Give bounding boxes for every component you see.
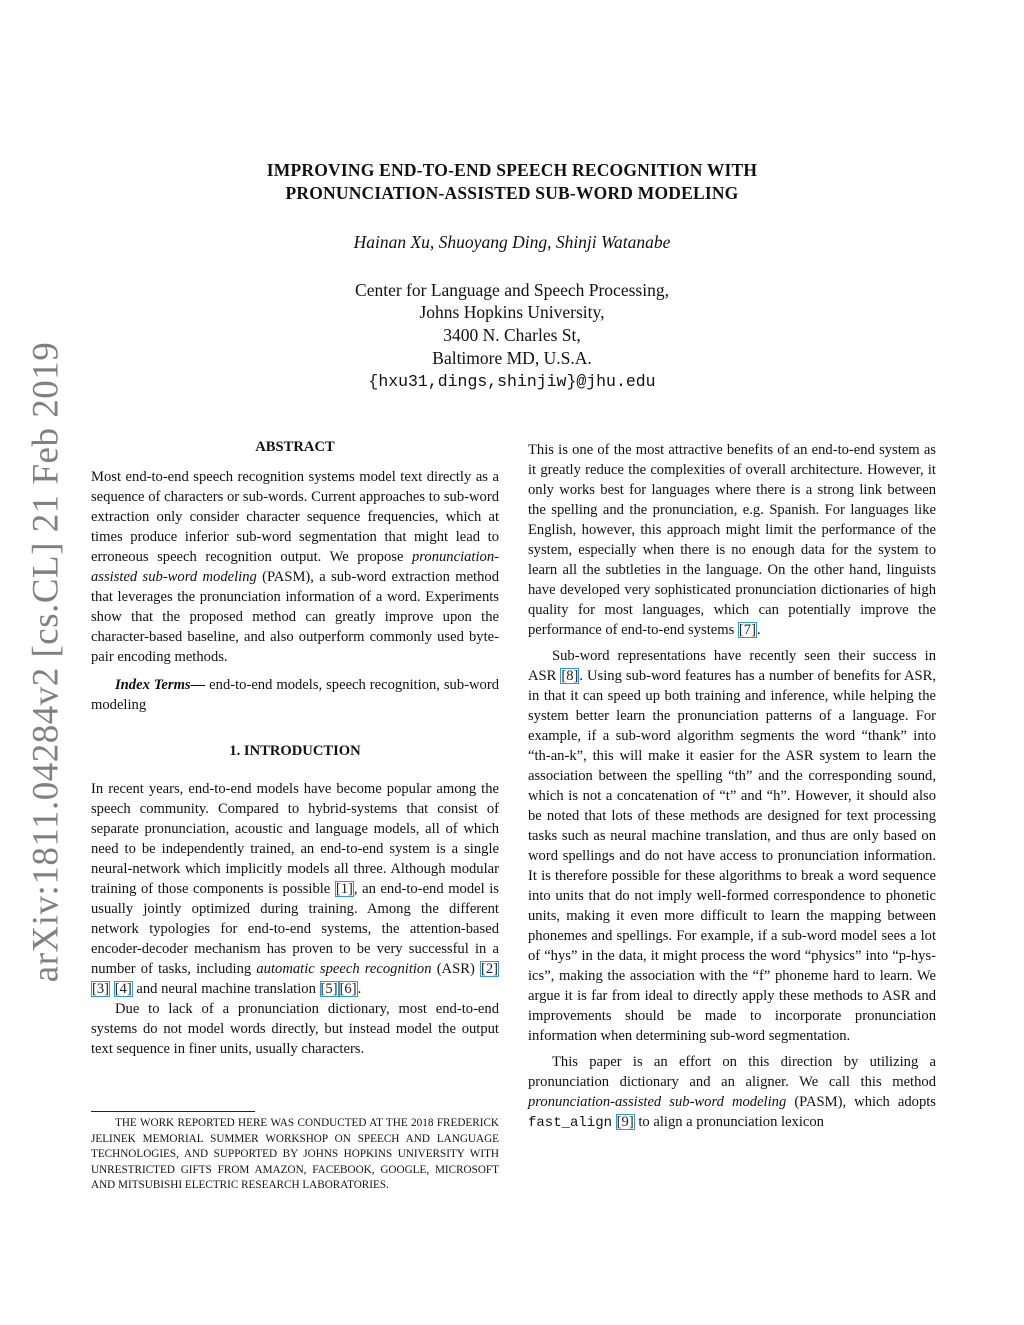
arxiv-identifier: arXiv:1811.04284v2 [cs.CL] 21 Feb 2019 bbox=[25, 341, 67, 983]
right-paragraph-3: This paper is an effort on this direction by utilizing a pronunciation dictionary and an aligner. We call this method pronunciation-assisted sub-word modeling (PASM), which adopts fast_align [9] to align a pronunciation lexicon bbox=[528, 1054, 936, 1131]
citation-link[interactable]: [4] bbox=[114, 981, 132, 997]
right-column bbox=[528, 440, 936, 1133]
affiliation-line-2: Johns Hopkins University, bbox=[419, 302, 605, 322]
citation-link[interactable]: [9] bbox=[616, 1114, 634, 1130]
code-fast-align: fast_align bbox=[528, 1115, 613, 1131]
citation-link[interactable]: [7] bbox=[738, 622, 756, 638]
footnote: THE WORK REPORTED HERE WAS CONDUCTED AT THE 2018 FREDERICK JELINEK MEMORIAL SUMMER WORKSHOP ON SPEECH AND LANGUAGE TECHNOLOGIES, AND SUPPORTED BY JOHNS HOPKINS UNIVERSITY WITH UNRESTRICTED GIFTS FROM AMAZON, FACEBOOK, GOOGLE, MICROSOFT AND MITSUBISHI ELECTRIC RESEARCH LABORATORIES. bbox=[91, 1117, 499, 1192]
paper-title-line-2: PRONUNCIATION-ASSISTED SUB-WORD MODELING bbox=[285, 183, 739, 203]
index-terms: Index Terms— end-to-end models, speech recognition, sub-word modeling bbox=[91, 677, 500, 713]
citation-link[interactable]: [2] bbox=[480, 961, 499, 977]
intro-paragraph-2: Due to lack of a pronunciation dictionary, most end-to-end systems do not model words directly, but instead model the output text sequence in finer units, usually characters. bbox=[91, 1001, 499, 1057]
citation-link[interactable]: [1] bbox=[335, 881, 353, 897]
left-column bbox=[91, 437, 499, 1059]
citation-link[interactable]: [3] bbox=[92, 981, 110, 997]
authors: Hainan Xu, Shuoyang Ding, Shinji Watanabe bbox=[353, 232, 671, 252]
citation-link[interactable]: [8] bbox=[561, 668, 579, 684]
paper-title-line-1: IMPROVING END-TO-END SPEECH RECOGNITION WITH bbox=[266, 160, 758, 180]
citation-link[interactable]: [6] bbox=[339, 981, 357, 997]
citation-link[interactable]: [5] bbox=[320, 981, 338, 997]
abstract-text: Most end-to-end speech recognition systems model text directly as a sequence of characters or sub-words. Current approaches to sub-word extraction only consider character sequence frequencies, which at times produce inferior sub-word segmentation that might lead to erroneous speech recognition output. We propose pronunciation-assisted sub-word modeling (PASM), a sub-word extraction method that leverages the pronunciation information of a word. Experiments show that the proposed method can greatly improve upon the character-based baseline, and also outperform commonly used byte-pair encoding methods. bbox=[91, 469, 499, 665]
affiliation-line-3: 3400 N. Charles St, bbox=[443, 325, 581, 345]
introduction-heading: 1. INTRODUCTION bbox=[229, 743, 361, 759]
right-paragraph-1: This is one of the most attractive benefits of an end-to-end system as it greatly reduce the complexities of overall architecture. However, it only works best for languages where there is a strong link between the spelling and the pronunciation, e.g. Spanish. For languages like English, however, this approach might limit the performance of the system, especially when there is no enough data for the system to learn all the subtleties in the language. On the other hand, linguists have developed very sophisticated pronunciation dictionaries of high quality for most languages, which can potentially improve the performance of end-to-end systems [7]. bbox=[528, 442, 936, 638]
affiliation-line-4: Baltimore MD, U.S.A. bbox=[432, 348, 592, 368]
right-paragraph-2: Sub-word representations have recently seen their success in ASR [8]. Using sub-word features has a number of benefits for ASR, in that it can speed up both training and inference, while helping the system better learn the pronunciation patterns of a language. For example, if a sub-word algorithm segments the word “thank” into “th-an-k”, this will make it easier for the ASR system to learn the association between the spelling “th” and the corresponding sound, which is not a concatenation of “t” and “h”. However, it should also be noted that lots of these methods are designed for text processing tasks such as neural machine translation, and thus are only based on word spellings and do not have access to pronunciation information. It is therefore possible for these algorithms to break a word sequence into units that do not imply well-formed correspondence to phonetic units, making it even more difficult to learn the mapping between phonemes and spellings. For example, if a sub-word model sees a lot of “hys” in the data, it might process the word “physics” into “p-hys-ics”, making the association with the “f” phoneme hard to learn. We argue it is far from ideal to directly apply these methods to ASR and improvements should be made to incorporate pronunciation information when determining sub-word segmentation. bbox=[528, 648, 936, 1044]
affiliation-line-1: Center for Language and Speech Processing, bbox=[355, 280, 669, 300]
footnote-rule bbox=[91, 1111, 255, 1112]
contact-email: {hxu31,dings,shinjiw}@jhu.edu bbox=[368, 372, 656, 391]
intro-paragraph-1: In recent years, end-to-end models have become popular among the speech community. Compared to hybrid-systems that consist of separate pronunciation, acoustic and language models, all of which need to be independently trained, an end-to-end system is a single neural-network which implicitly models all three. Although modular training of those components is possible [1], an end-to-end model is usually jointly optimized during training. Among the different network typologies for end-to-end systems, the attention-based encoder-decoder mechanism has proven to be very successful in a number of tasks, including automatic speech recognition (ASR) [2] [3] [4] and neural machine translation [5] [6]. bbox=[91, 781, 499, 997]
abstract-heading: ABSTRACT bbox=[255, 439, 335, 455]
